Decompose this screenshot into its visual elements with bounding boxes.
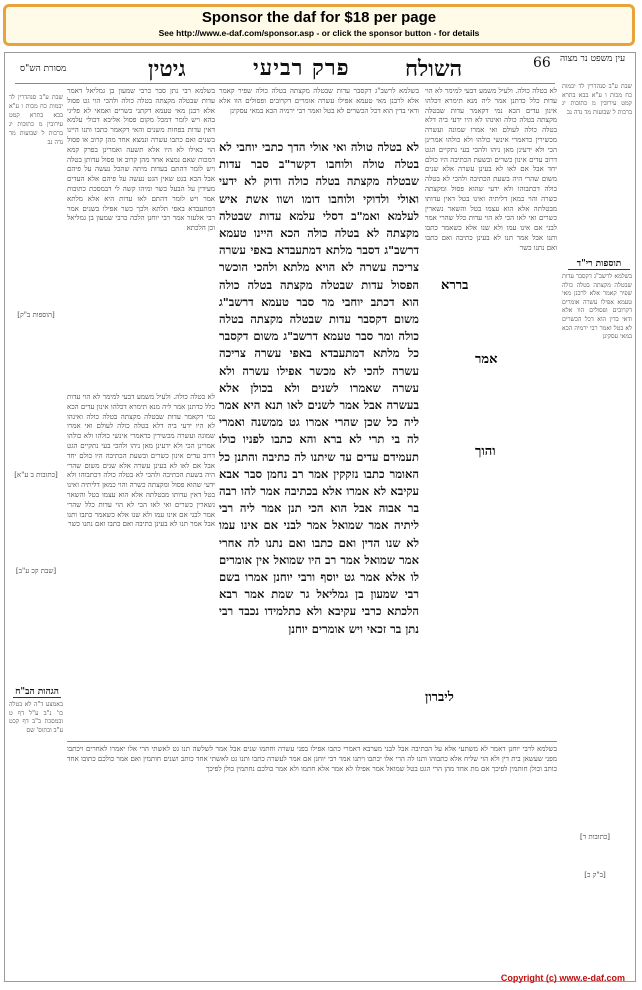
margin-note-2: [כתובות ב ע"א] [14,471,58,479]
big-word-4: ליברון [425,690,454,705]
bottom-rule [67,741,557,742]
masoret-column: שבת ע"ב סנהדרין לד יבמות כח מכות ו ע"א בבא בתרא קמט עירובין מ כתובות יג ברכות ל שבועות מד נדה נב [9,94,63,146]
tosafot-continuation: לא בטלה כולה. ולעיל משמע דבעי למימר לא הוי עדות כלל כדתנן אמר ליה מנא תימרא דכלהו אינון עדים הכא נמי דקאמר עדות שבטלה מקצתה בטלה כולה ואינהו לא היו ידעי ביה דלא בטלה כולה לעולם ואי אמרו שמונה ועשרה מכשירין כדאמרי אינשי כולהו ולא כולהו אמרינן הכי ולא ידעינן מאן ניהו ולהכי בעי נתקיים הגט דרוב עדים אינון כשרים ובשעת הכתיבה היו כולם יחד אבל אם לאו לא בעינן עשרה אלא שנים משום שהרי היה בשעת הכתיבה ולהכי לא בטלה כולה דכתבוהו ולא ידעי שהוא פסול ומקצתה כשרה והוי כמאן דליתיה ואינו בטל דאין עדותו מבטלתה אלא הוא עצמו בטל והשאר נשארין כשרים ואי לאו הכי לא הוי עדות כלל שהרי אמר לבני אם אינו עמו ולא שנו אלא כשאמר כתבו ותנו אבל אמר תנו לא בעינן כתיבה ואם כתבו ואם נתנו כשר [67,393,215,529]
margin-note-4: [כתובות ד] [580,833,610,841]
hagahot-text: באמצע ד"ה לא בטלה כו' נ"ב ע"ל דף ט ובמסכת ב"ב דף קכט ע"ב ובתוס' שם [9,701,63,734]
chapter-title: פרק רביעי [253,55,350,81]
sponsor-banner[interactable] [3,4,635,46]
hagahot-label: הגהות הב"ח [13,686,61,698]
header-rule [15,83,555,84]
gemara-column: לא בטלה טולה ואי אולי הדך כתבי יוחבי לא בטלה טולה ולוחבו דקשר"ב סבר עדות שבטלה מקצתה בטלה כולה ודוק לא ידעי ואולי ולדוקי ולוחבו דומו ושוו אשת איש לעלמא ואמ"ב דסלי עלמא עדות שבטלה מקצתה לא בטלה כולה הכא היינו טעמא דרשב"ג דסבר מלתא דמתעבדא באפי עשרה צריכה עשרה לא הויא מלתא ולהכי הוכשר הפסול עדות שבטלה מקצתה בטלה כולה הוא דכתב יוחבי מר סבר טעמא דרשב"ג משום דקסבר עדות שבטלה מקצתה בטלה כולה ומר סבר טעמא דרשב"ג משום דקסבר כל מלתא דמתעבדא באפי עשרה צריכה עשרה להכי לא מכשר אפילו עשרה ולא עשרה שאמרו לשנים ולא בכולן אלא בעשרה אבל אמר לשנים לאו תנא היא אמר ליה כל שכן שהרי אמרו גט ממשנה ואמרי לה בי תרי לא ברא והא כתבו לפניו כולו תעמידם עדים עד שיתנו לה כתיבה והתנן כל האומר כתבו נזקקין אמר רב נחמן סבר אבא עקיבא לא אמרו אלא בכתיבה אמר להו רבה בר אבוה אבל הוא הכי תנן אמר ליה רבי ליתיה אמר שמואל אמר לבני אם אינו עמו לא שנו הדין ואם כתבו ואם נתנו לה אחרי אמר שמואל אמר רב היו שמואל אין אומרים לו אלא אמר גט יוסף ורבי יוחנן אמרו בשם רבי שמעון בן גמליאל גר שמת אמר רבא הלכתא כרבי עקיבא ולא כתלמידו נכבד רבי נתן בר זכאי ויש אומרים יוחנן [219,140,419,636]
tosafot-column: בשלמא רבי נתן סבר כרבי שמעון בן גמליאל דאמר עדות שבטלה מקצתה בטלה כולה ולהכי הוי גט פסול אלא רבנן מאי טעמא דקתני כשרים ואמאי לא פליגי בהא ויש לומר דמכל מקום פסול אליבא דכולי עלמא דאין עדות בפחות משנים והאי דקאמר כתבו ותנו היינו בשנים ואם כתבו עשרה ונמצא אחד מהן קרוב או פסול הוי כאילו לא היו אלא תשעה ואמרינן בפרק קמא דמכות שאם נמצא אחד מהן קרוב או פסול עדותן בטלה ויש לומר דהתם בעדות מיתה שהכל נעשה על פיהם אבל הכא בגט שאין הגט נעשה על פיהם אלא העדים מעידין על הבעל כשר ומיהו קשה לי דבמסכת כתובות אמר ויש לומר דהתם לאו עדות היא אלא מלתא דמתעבדא באפי תלתא ולכך כשר אפילו בשנים אמר רבי אלעזר אמר רבי יוחנן הלכה כרבי שמעון בן גמליאל וכן הלכתא [67,87,215,233]
talmud-page [4,52,636,982]
tosafot-rid-label: תוספות רי"ד [568,258,630,270]
big-word-2: אמר [475,352,498,367]
copyright-notice: Copyright (c) www.e-daf.com [500,973,625,983]
gemara-top-commentary: בשלמא לרשב"ג דקסבר עדות שבטלה מקצתה בטלה כולה שפיר קאמר אלא לרבנן מאי טעמא אפילו עשרה אומרים דקרובים ופסולים הוו אלא ודאי בדין הוא דכל הכשרים לא בטל ואמר רבי ירמיה הכא במאי עסקינן [219,87,419,115]
bottom-commentary: בשלמא לרבי יוחנן דאמר לא משתעי אלא על הכתיבה אבל לבני מערבא דאמרי כתבו אפילו בפני עשרה וחתמו שנים אבל אמר לשלשה תנו גט לאשתי הרי אלו יאמרו לאחרים ויכתבו מפני שעשאן בית דין ולא הוי שליח אלא כתבוהו ותנו לה הרי אלו יכתבו ויתנו אמר רבי יוחנן אם אמר לעשרה כתבו ותנו גט לאשתי אחד כותב ושנים חותמין ואם אמר כולכם כתובו אחד כותב וכולן חותמין לפיכך אם מת אחד מהן הרי הגט בטל שמואל אמר אפילו לא אמר אלא חתמו ולא אמר כולכם נחתמין כולן לפיכך [67,745,557,773]
margin-note-1: [הוספות ב"ק] [17,311,55,319]
margin-note-5: [ב"ק כ] [584,871,606,879]
chapter-name-header: השולח [405,56,463,82]
sponsor-link[interactable]: See http://www.e-daf.com/sponsor.asp - or click the sponsor button - for details [158,28,480,38]
tractate-name-left-header: גיטין [148,56,186,82]
sponsor-title[interactable]: Sponsor the daf for $18 per page [201,9,437,26]
rashi-column: לא בטלה כולה. ולעיל משמע דבעי למימר לא הוי עדות כלל כדתנן אמר ליה מנא תימרא דכלהו אינון עדים הכא נמי דקאמר עדות שבטלה מקצתה בטלה כולה ואינהו לא היו ידעי ביה דלא בטלה כולה לעולם ואי אמרו שמונה ועשרה מכשירין כדאמרי אינשי כולהו ולא כולהו אמרינן הכי ולא ידעינן מאן ניהו ולהכי בעי נתקיים הגט דרוב עדים אינון כשרים ובשעת הכתיבה היו כולם יחד אבל אם לאו לא בעינן עשרה אלא שנים משום שהרי היה בשעת הכתיבה ולהכי לא בטלה כולה דכתבוהו ולא ידעי שהוא פסול ומקצתה כשרה והוי כמאן דליתיה ואינו בטל דאין עדותו מבטלתה אלא הוא עצמו בטל והשאר נשארין כשרים ואי לאו הכי לא הוי עדות כלל שהרי אמר לבני אם אינו עמו ולא שנו אלא כשאמר כתבו ותנו אבל אמר תנו לא בעינן כתיבה ואם כתבו ואם נתנו כשר [425,87,557,252]
big-word-1: בררא [441,278,469,293]
ein-mishpat-header: עין משפט נר מצוה [560,54,626,64]
folio-number: 66 [533,55,551,71]
ein-mishpat-column: שבת ע"ב סנהדרין לד יבמות כח מכות ו ע"א בבא בתרא קמט עירובין מ כתובות יג ברכות ל שבועות מד נדה נב [562,83,632,116]
big-word-3: והוך [475,444,496,459]
tosafot-rid-column: בשלמא לרשב"ג דקסבר עדות שבטלה מקצתה בטלה כולה שפיר קאמר אלא לרבנן מאי טעמא אפילו עשרה אומרים דקרובים ופסולים הוו אלא ודאי בדין הוא דכל הכשרים לא בטל ואמר רבי ירמיה הכא במאי עסקינן [562,273,632,341]
margin-note-3: [שבת קכ ע"ב] [15,567,57,575]
masoret-header: מסורת הש"ס [20,64,67,74]
